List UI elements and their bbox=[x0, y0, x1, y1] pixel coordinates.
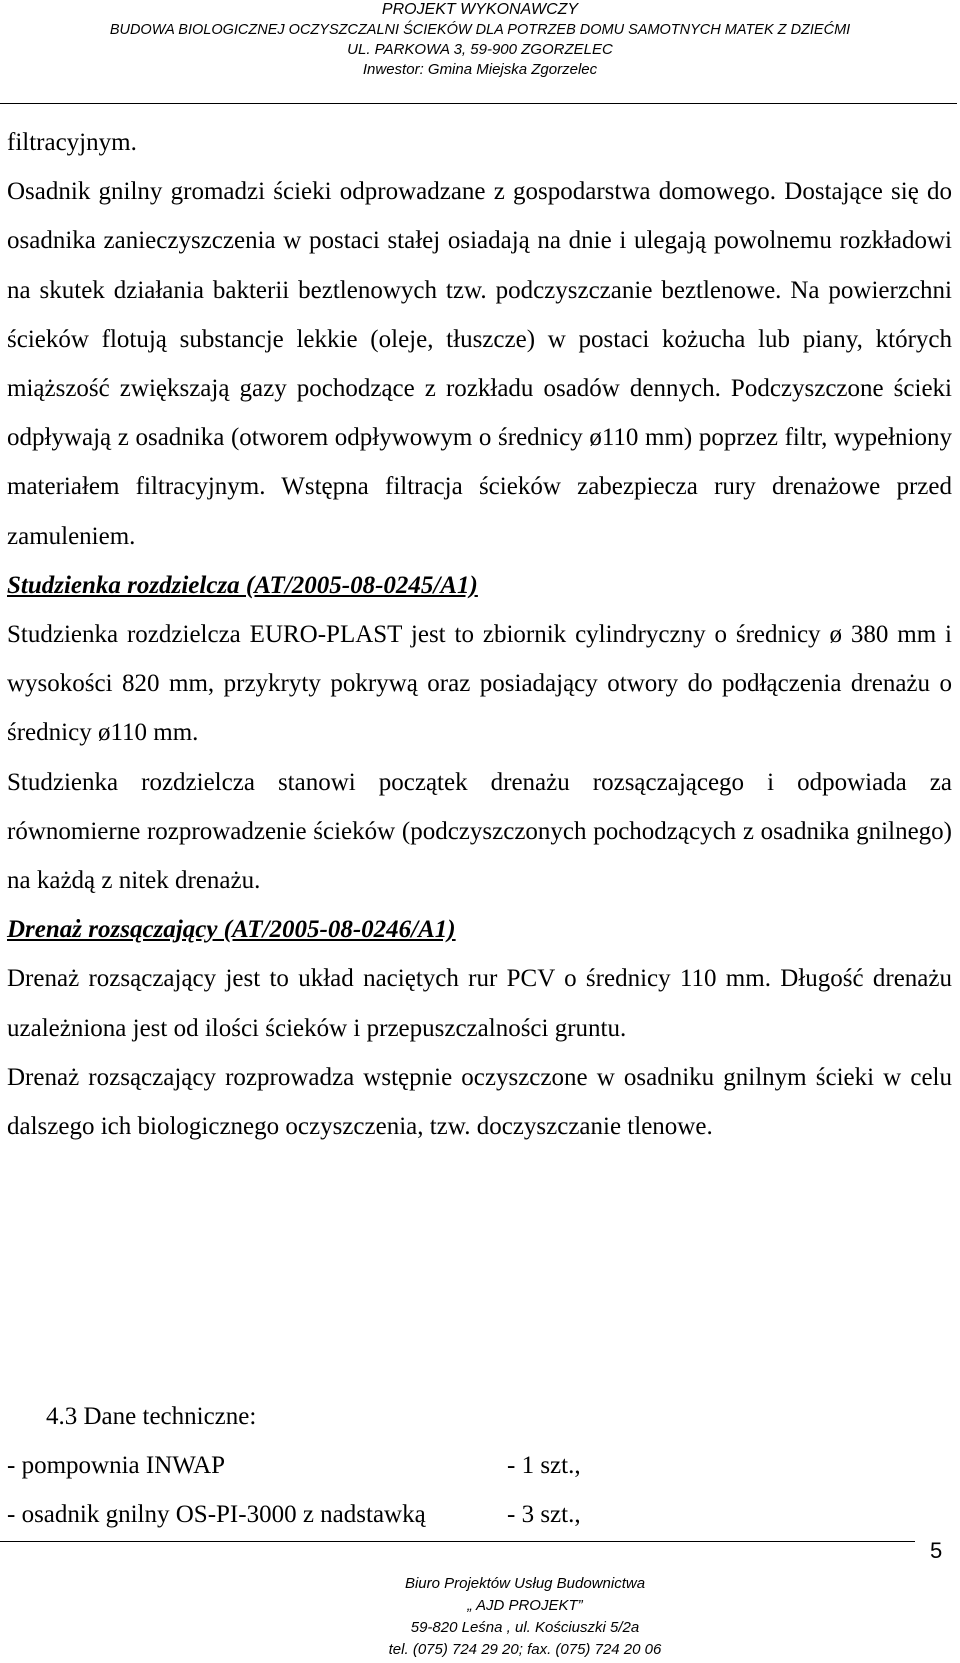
paragraph-septic-tank: Osadnik gnilny gromadzi ścieki odprowadzane z gospodarstwa domowego. Dostające się do osadnika zanieczyszczenia w postaci stałej osiadają na dnie i ulegają powolnemu rozkładowi na skutek działania bakterii beztlenowych tzw. podczyszczanie beztlenowe. Na powierzchni ścieków flotują substancje lekkie (oleje, tłuszcze) w postaci kożucha lub piany, których miąższość zwiększają gazy pochodzące z rozkładu osadów dennych. Podczyszczone ścieki odpływają z osadnika (otworem odpływowym o średnicy ø110 mm) poprzez filtr, wypełniony materiałem filtracyjnym. Wstępna filtracja ścieków zabezpiecza rury drenażowe przed zamuleniem. bbox=[7, 178, 952, 550]
header-address: UL. PARKOWA 3, 59-900 ZGORZELEC bbox=[347, 41, 613, 58]
footer-company: Biuro Projektów Usług Budownictwa bbox=[404, 1575, 646, 1592]
paragraph-drainage-description: Drenaż rozsączający jest to układ naciętych rur PCV o średnicy 110 mm. Długość drenażu uzależniona jest od ilości ścieków i przepuszczalności gruntu. bbox=[7, 965, 952, 1042]
technical-item-quantity: - 3 szt., bbox=[507, 1501, 581, 1528]
footer-address: 59-820 Leśna , ul. Kościuszki 5/2a bbox=[410, 1619, 640, 1636]
section-heading-drainage: Drenaż rozsączający (AT/2005-08-0246/A1) bbox=[7, 916, 456, 944]
page-number: 5 bbox=[930, 1538, 943, 1563]
page-header bbox=[0, 0, 960, 104]
document-body bbox=[7, 118, 952, 1151]
technical-item-name: - pompownia INWAP bbox=[7, 1452, 226, 1479]
technical-data-title: 4.3 Dane techniczne: bbox=[46, 1403, 257, 1430]
paragraph-distribution-well-description: Studzienka rozdzielcza EURO-PLAST jest to zbiornik cylindryczny o średnicy ø 380 mm i wysokości 820 mm, przykryty pokrywą oraz posiadający otwory do podłączenia drenażu o średnicy ø110 mm. bbox=[7, 621, 952, 747]
paragraph-drainage-function: Drenaż rozsączający rozprowadza wstępnie oczyszczone w osadniku gnilnym ścieki w celu dalszego ich biologicznego oczyszczenia, tzw. doczyszczanie tlenowe. bbox=[7, 1063, 952, 1141]
paragraph-continuation: filtracyjnym. bbox=[7, 129, 137, 156]
footer-divider bbox=[0, 1541, 915, 1542]
technical-data-row bbox=[7, 1490, 952, 1539]
section-heading-distribution-well: Studzienka rozdzielcza (AT/2005-08-0245/A1) bbox=[7, 571, 478, 599]
header-project-type: PROJEKT WYKONAWCZY bbox=[381, 1, 579, 18]
footer-contact: tel. (075) 724 29 20; fax. (075) 724 20 06 bbox=[388, 1641, 662, 1658]
technical-item-quantity: - 1 szt., bbox=[507, 1452, 581, 1479]
technical-item-name: - osadnik gnilny OS-PI-3000 z nadstawką bbox=[7, 1501, 426, 1528]
header-project-title: BUDOWA BIOLOGICZNEJ OCZYSZCZALNI ŚCIEKÓW DLA POTRZEB DOMU SAMOTNYCH MATEK Z DZIEĆMI bbox=[109, 22, 851, 38]
header-investor: Inwestor: Gmina Miejska Zgorzelec bbox=[362, 61, 598, 78]
technical-data-row bbox=[7, 1441, 952, 1490]
paragraph-distribution-well-function: Studzienka rozdzielcza stanowi początek drenażu rozsączającego i odpowiada za równomierne rozprowadzenie ścieków (podczyszczonych pochodzących z osadnika gnilnego) na każdą z nitek drenażu. bbox=[7, 768, 952, 895]
header-divider bbox=[0, 103, 957, 104]
page-footer bbox=[300, 1573, 750, 1661]
footer-company-name: „ AJD PROJEKT” bbox=[467, 1597, 583, 1614]
technical-data bbox=[7, 1392, 952, 1539]
